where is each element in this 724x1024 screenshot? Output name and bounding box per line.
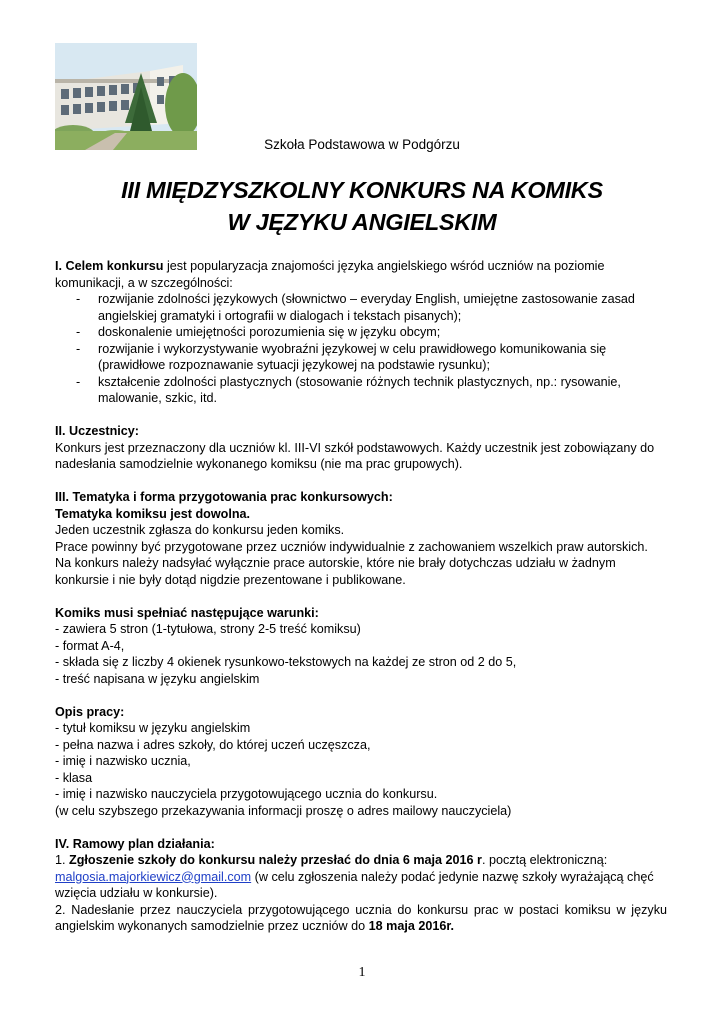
plan-item-1: 1. Zgłoszenie szkoły do konkursu należy przesłać do dnia 6 maja 2016 r. pocztą elektroniczną: malgosia.majorkiewicz@gmail.com (w celu zgłoszenia należy podać jedynie nazwę szkoły wyrażającą chęć wzięcia udziału w konkursie). — [55, 853, 654, 900]
section-3-line: Na konkurs należy nadsyłać wyłącznie prace autorskie, które nie brały dotychczas udziału w żadnym konkursie i nie były dotąd nigdzie prezentowane i publikowane. — [55, 556, 616, 587]
school-building-image — [55, 43, 197, 150]
requirement-item: - format A-4, — [55, 638, 125, 653]
school-name: Szkoła Podstawowa w Podgórzu — [264, 137, 460, 152]
section-4-heading: IV. Ramowy plan działania: — [55, 836, 215, 851]
section-1-heading: I. Celem konkursu — [55, 259, 164, 273]
school-photo — [55, 43, 197, 150]
requirement-item: - składa się z liczby 4 okienek rysunkowo-tekstowych na każdej ze stron od 2 do 5, — [55, 655, 517, 669]
document-body — [55, 258, 667, 935]
description-item: - tytuł komiksu w języku angielskim — [55, 721, 251, 735]
section-3-line: Jeden uczestnik zgłasza do konkursu jeden komiks. — [55, 523, 345, 537]
page-number: 1 — [358, 965, 366, 980]
requirements-heading: Komiks musi spełniać następujące warunki: — [55, 605, 319, 620]
description-item: - imię i nazwisko ucznia, — [55, 754, 191, 768]
list-item: - rozwijanie i wykorzystywanie wyobraźni językowej w celu prawidłowego komunikowania się (prawidłowe rozpoznawanie sytuacji językowej na podstawie rysunku); — [55, 341, 667, 374]
goals-list — [55, 291, 667, 407]
document-title — [0, 174, 724, 238]
description-item: - pełna nazwa i adres szkoły, do której uczeń uczęszcza, — [55, 737, 371, 752]
section-1-intro: I. Celem konkursu jest popularyzacja znajomości języka angielskiego wśród uczniów na poziomie komunikacji, a w szczególności: — [55, 259, 605, 290]
list-item: - kształcenie zdolności plastycznych (stosowanie różnych technik plastycznych, np.: rysowanie, malowanie, szkic, itd. — [55, 374, 667, 407]
section-2-text: Konkurs jest przeznaczony dla uczniów kl. III-VI szkół podstawowych. Każdy uczestnik jest zobowiązany do nadesłania samodzielnie wykonanego komiksu (nie ma prac grupowych). — [55, 440, 655, 471]
list-item: - rozwijanie zdolności językowych (słownictwo – everyday English, umiejętne zastosowanie zasad angielskiej gramatyki i ortografii w dialogach i tekstach pisanych); — [55, 291, 667, 324]
plan-item-2: 2. Nadesłanie przez nauczyciela przygotowującego ucznia do konkursu prac w postaci komiksu w języku angielskim wykonanych samodzielnie przez uczniów do 18 maja 2016r. — [55, 902, 667, 933]
email-link[interactable]: malgosia.majorkiewicz@gmail.com — [55, 869, 252, 884]
title-line-1: III MIĘDZYSZKOLNY KONKURS NA KOMIKS — [121, 177, 603, 203]
title-line-2: W JĘZYKU ANGIELSKIM — [227, 209, 497, 235]
section-3-line: Prace powinny być przygotowane przez uczniów indywidualnie z zachowaniem wszelkich praw autorskich. — [55, 539, 648, 554]
section-2-heading: II. Uczestnicy: — [55, 424, 139, 438]
list-item: - doskonalenie umiejętności porozumienia się w języku obcym; — [55, 324, 667, 341]
description-item: - klasa — [55, 770, 93, 785]
description-item: - imię i nazwisko nauczyciela przygotowującego ucznia do konkursu. — [55, 787, 438, 801]
requirement-item: - zawiera 5 stron (1-tytułowa, strony 2-5 treść komiksu) — [55, 622, 361, 636]
requirement-item: - treść napisana w języku angielskim — [55, 671, 260, 686]
section-3-subheading: Tematyka komiksu jest dowolna. — [55, 506, 251, 521]
description-note: (w celu szybszego przekazywania informacji proszę o adres mailowy nauczyciela) — [55, 803, 512, 818]
description-heading: Opis pracy: — [55, 704, 125, 719]
section-3-heading: III. Tematyka i forma przygotowania prac konkursowych: — [55, 490, 393, 504]
